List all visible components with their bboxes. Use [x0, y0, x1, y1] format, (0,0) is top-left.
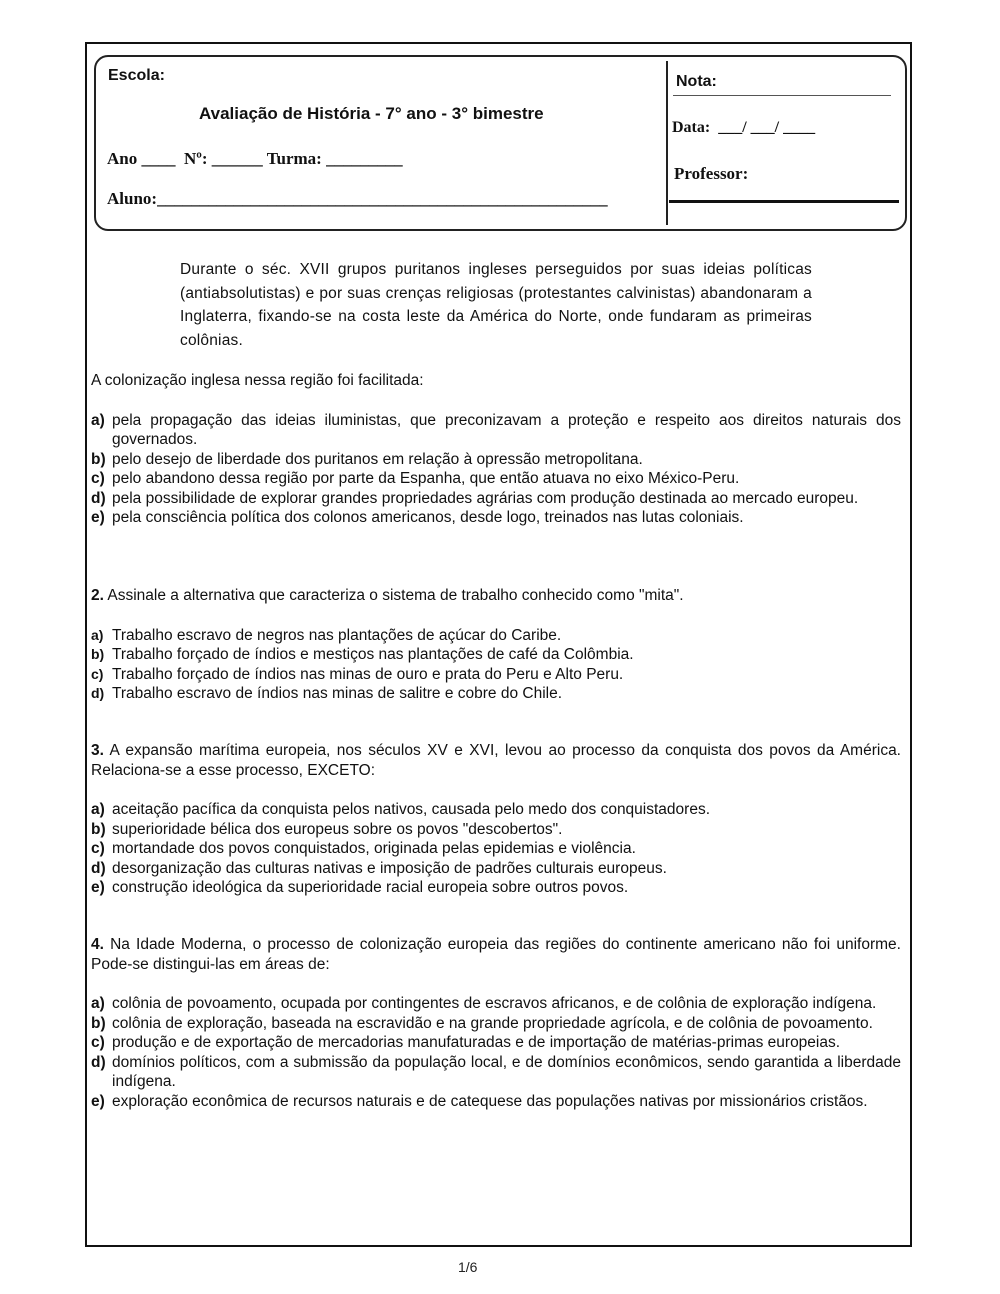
option-text: aceitação pacífica da conquista pelos nativos, causada pelo medo dos conquistadores. — [112, 801, 710, 818]
option-letter: b) — [91, 450, 106, 468]
option-letter: e) — [91, 509, 105, 526]
option-text: desorganização das culturas nativas e imposição de padrões culturais europeus. — [112, 859, 667, 877]
option-letter: d) — [91, 489, 106, 507]
option-text: exploração econômica de recursos naturais e de catequese das populações nativas por missionários cristãos. — [112, 1092, 868, 1110]
date-field[interactable]: Data: ___/ ___/ ____ — [672, 119, 816, 136]
option-e[interactable] — [91, 1092, 901, 1112]
option-d[interactable] — [91, 1053, 901, 1092]
option-text: pelo abandono dessa região por parte da Espanha, que então atuava no eixo México-Peru. — [112, 470, 740, 487]
option-c[interactable] — [91, 665, 901, 685]
teacher-label: Professor: — [674, 164, 749, 183]
option-text: Trabalho forçado de índios nas minas de ouro e prata do Peru e Alto Peru. — [112, 665, 624, 683]
option-text: pela propagação das ideias iluministas, que preconizavam a proteção e respeito aos direitos naturais dos governados. — [112, 411, 901, 448]
intro-passage: Durante o séc. XVII grupos puritanos ingleses perseguidos por suas ideias políticas (antiabsolutistas) e por suas crenças religiosas (protestantes calvinistas) abandonaram a Inglaterra, fixando-se na costa leste da América do Norte, onde fundaram as primeiras colônias. — [180, 261, 812, 349]
option-text: Trabalho escravo de índios nas minas de salitre e cobre do Chile. — [112, 685, 563, 702]
options-list — [91, 994, 901, 1111]
option-letter: e) — [91, 1092, 105, 1110]
option-d[interactable] — [91, 684, 901, 704]
question-stem — [91, 935, 901, 974]
option-letter: d) — [91, 1053, 106, 1071]
question-stem-text: A colonização inglesa nessa região foi facilitada: — [91, 372, 424, 389]
teacher-field[interactable] — [669, 200, 899, 203]
option-a[interactable] — [91, 626, 901, 646]
ano-numero-turma-fields[interactable]: Ano ____ Nº: ______ Turma: _________ — [107, 149, 403, 168]
option-text: superioridade bélica dos europeus sobre os povos "descobertos". — [112, 820, 563, 838]
question-3 — [91, 741, 901, 898]
grade-field[interactable] — [673, 95, 891, 96]
option-b[interactable] — [91, 645, 901, 665]
question-stem — [91, 741, 901, 780]
grade-label: Nota: — [676, 73, 717, 90]
option-text: produção e de exportação de mercadorias manufaturadas e de importação de matérias-primas europeias. — [112, 1034, 841, 1051]
question-2 — [91, 586, 901, 704]
option-a[interactable] — [91, 994, 901, 1014]
option-text: colônia de exploração, baseada na escravidão e na grande propriedade agrícola, e de colônia de povoamento. — [112, 1014, 873, 1032]
exam-header — [94, 55, 907, 231]
question-stem-text: Na Idade Moderna, o processo de colonização europeia das regiões do continente americano não foi uniforme. Pode-se distingui-las em áreas de: — [91, 936, 901, 973]
option-e[interactable] — [91, 878, 901, 898]
exam-title: Avaliação de História - 7° ano - 3° bimestre — [199, 104, 544, 123]
page-number: 1/6 — [458, 1259, 478, 1275]
question-4 — [91, 935, 901, 1111]
option-letter: b) — [91, 646, 105, 662]
header-divider — [666, 61, 668, 225]
school-label: Escola: — [108, 67, 165, 84]
option-a[interactable] — [91, 411, 901, 450]
options-list — [91, 626, 901, 704]
question-stem — [91, 586, 901, 606]
option-c[interactable] — [91, 839, 901, 859]
question-number: 3. — [91, 742, 104, 759]
option-e[interactable] — [91, 508, 901, 528]
question-1 — [91, 371, 901, 528]
option-letter: b) — [91, 820, 106, 838]
option-b[interactable] — [91, 820, 901, 840]
question-stem-text: A expansão marítima europeia, nos séculos XV e XVI, levou ao processo da conquista dos povos da América. Relaciona-se a esse processo, EXCETO: — [91, 742, 901, 779]
student-name-field[interactable]: Aluno:_____________________________________________________ — [107, 189, 608, 208]
option-text: domínios políticos, com a submissão da população local, e de domínios econômicos, sendo garantida a liberdade indígena. — [112, 1053, 901, 1090]
option-letter: a) — [91, 626, 104, 643]
question-number: 4. — [91, 936, 104, 953]
option-text: construção ideológica da superioridade racial europeia sobre outros povos. — [112, 879, 629, 896]
option-text: pela possibilidade de explorar grandes propriedades agrárias com produção destinada ao mercado europeu. — [112, 489, 859, 507]
option-letter: c) — [91, 840, 105, 857]
option-letter: b) — [91, 1014, 106, 1032]
option-letter: a) — [91, 411, 105, 429]
option-text: colônia de povoamento, ocupada por contingentes de escravos africanos, e de colônia de exploração indígena. — [112, 995, 877, 1012]
option-letter: d) — [91, 859, 106, 877]
option-b[interactable] — [91, 1014, 901, 1034]
option-text: Trabalho forçado de índios e mestiços nas plantações de café da Colômbia. — [112, 646, 634, 663]
option-c[interactable] — [91, 1033, 901, 1053]
option-letter: a) — [91, 995, 105, 1012]
question-number: 2. — [91, 587, 104, 604]
option-c[interactable] — [91, 469, 901, 489]
question-stem-text: Assinale a alternativa que caracteriza o sistema de trabalho conhecido como "mita". — [107, 587, 684, 604]
option-letter: d) — [91, 685, 105, 701]
option-text: pela consciência política dos colonos americanos, desde logo, treinados nas lutas coloniais. — [112, 509, 744, 526]
option-d[interactable] — [91, 859, 901, 879]
option-letter: c) — [91, 470, 105, 487]
option-text: pelo desejo de liberdade dos puritanos em relação à opressão metropolitana. — [112, 450, 643, 468]
options-list — [91, 800, 901, 898]
options-list — [91, 411, 901, 528]
option-text: mortandade dos povos conquistados, originada pelas epidemias e violência. — [112, 840, 636, 857]
option-d[interactable] — [91, 489, 901, 509]
option-letter: a) — [91, 801, 105, 818]
question-stem — [91, 371, 901, 391]
option-a[interactable] — [91, 800, 901, 820]
option-text: Trabalho escravo de negros nas plantações de açúcar do Caribe. — [112, 626, 562, 644]
option-b[interactable] — [91, 450, 901, 470]
option-letter: e) — [91, 879, 105, 896]
option-letter: c) — [91, 665, 104, 682]
option-letter: c) — [91, 1034, 105, 1051]
